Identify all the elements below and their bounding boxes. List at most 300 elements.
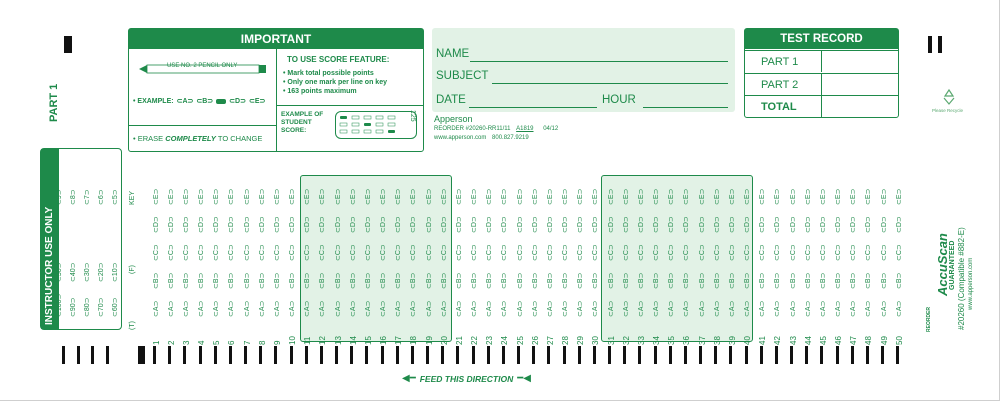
answer-bubble[interactable]: ⊂C⊃ — [228, 244, 235, 261]
answer-bubble[interactable]: ⊂C⊃ — [259, 244, 266, 261]
answer-bubble[interactable]: ⊂E⊃ — [835, 188, 842, 205]
question-number: 18 — [409, 336, 418, 345]
answer-bubble[interactable]: ⊂E⊃ — [638, 188, 645, 205]
instructor-bubble[interactable]: ⊂40⊃ — [70, 262, 77, 282]
answer-bubble[interactable]: ⊂E⊃ — [486, 188, 493, 205]
answer-bubble[interactable]: ⊂C⊃ — [850, 244, 857, 261]
answer-bubble[interactable]: ⊂E⊃ — [623, 188, 630, 205]
answer-bubble[interactable]: ⊂B⊃ — [456, 272, 463, 289]
answer-bubble[interactable]: ⊂E⊃ — [805, 188, 812, 205]
answer-bubble[interactable]: ⊂D⊃ — [835, 216, 842, 233]
answer-bubble[interactable]: ⊂E⊃ — [410, 188, 417, 205]
answer-bubble[interactable]: ⊂B⊃ — [850, 272, 857, 289]
answer-bubble[interactable]: ⊂A⊃ — [714, 300, 721, 317]
answer-bubble[interactable]: ⊂E⊃ — [865, 188, 872, 205]
answer-bubble[interactable]: ⊂C⊃ — [835, 244, 842, 261]
answer-bubble[interactable]: ⊂D⊃ — [547, 216, 554, 233]
answer-bubble[interactable]: ⊂A⊃ — [441, 300, 448, 317]
answer-bubble[interactable]: ⊂B⊃ — [365, 272, 372, 289]
answer-bubble[interactable]: ⊂C⊃ — [683, 244, 690, 261]
timing-mark — [91, 346, 94, 364]
answer-bubble[interactable]: ⊂A⊃ — [683, 300, 690, 317]
answer-bubble[interactable]: ⊂A⊃ — [850, 300, 857, 317]
answer-bubble[interactable]: ⊂D⊃ — [881, 216, 888, 233]
timing-mark — [305, 346, 308, 364]
answer-bubble[interactable]: ⊂D⊃ — [274, 216, 281, 233]
answer-bubble[interactable]: ⊂D⊃ — [168, 216, 175, 233]
answer-bubble[interactable]: ⊂B⊃ — [183, 272, 190, 289]
answer-bubble[interactable]: ⊂D⊃ — [653, 216, 660, 233]
answer-bubble[interactable]: ⊂D⊃ — [289, 216, 296, 233]
answer-bubble[interactable]: ⊂E⊃ — [714, 188, 721, 205]
answer-bubble[interactable]: ⊂E⊃ — [577, 188, 584, 205]
answer-bubble[interactable]: ⊂C⊃ — [714, 244, 721, 261]
answer-bubble[interactable]: ⊂B⊃ — [744, 272, 751, 289]
answer-bubble[interactable]: ⊂A⊃ — [335, 300, 342, 317]
answer-bubble[interactable]: ⊂C⊃ — [592, 244, 599, 261]
answer-bubble[interactable]: ⊂E⊃ — [183, 188, 190, 205]
answer-bubble[interactable]: ⊂E⊃ — [729, 188, 736, 205]
answer-bubble[interactable]: ⊂E⊃ — [319, 188, 326, 205]
answer-bubble[interactable]: ⊂C⊃ — [168, 244, 175, 261]
answer-bubble[interactable]: ⊂B⊃ — [244, 272, 251, 289]
answer-bubble[interactable]: ⊂C⊃ — [335, 244, 342, 261]
answer-bubble[interactable]: ⊂D⊃ — [623, 216, 630, 233]
answer-bubble[interactable]: ⊂B⊃ — [562, 272, 569, 289]
answer-bubble[interactable]: ⊂A⊃ — [699, 300, 706, 317]
answer-bubble[interactable]: ⊂E⊃ — [304, 188, 311, 205]
student-score-label: EXAMPLE OF STUDENT SCORE: — [281, 111, 324, 134]
answer-bubble[interactable]: ⊂D⊃ — [805, 216, 812, 233]
answer-bubble[interactable]: ⊂E⊃ — [699, 188, 706, 205]
answer-bubble[interactable]: ⊂B⊃ — [274, 272, 281, 289]
answer-bubble[interactable]: ⊂E⊃ — [820, 188, 827, 205]
answer-bubble[interactable]: ⊂C⊃ — [486, 244, 493, 261]
question-number: 19 — [425, 336, 434, 345]
answer-bubble[interactable]: ⊂A⊃ — [577, 300, 584, 317]
answer-bubble[interactable]: ⊂D⊃ — [198, 216, 205, 233]
answer-bubble[interactable]: ⊂A⊃ — [638, 300, 645, 317]
answer-bubble[interactable]: ⊂C⊃ — [790, 244, 797, 261]
answer-bubble[interactable]: ⊂A⊃ — [562, 300, 569, 317]
important-panel — [128, 28, 424, 152]
answer-bubble[interactable]: ⊂C⊃ — [774, 244, 781, 261]
answer-bubble[interactable]: ⊂E⊃ — [517, 188, 524, 205]
answer-bubble[interactable]: ⊂E⊃ — [850, 188, 857, 205]
answer-bubble[interactable]: ⊂A⊃ — [835, 300, 842, 317]
instructor-bubble[interactable]: ⊂70⊃ — [98, 297, 105, 317]
answer-bubble[interactable]: ⊂E⊃ — [441, 188, 448, 205]
answer-bubble[interactable]: ⊂B⊃ — [759, 272, 766, 289]
answer-bubble[interactable]: ⊂B⊃ — [714, 272, 721, 289]
answer-bubble[interactable]: ⊂A⊃ — [744, 300, 751, 317]
answer-bubble[interactable]: ⊂C⊃ — [668, 244, 675, 261]
answer-bubble[interactable]: ⊂D⊃ — [426, 216, 433, 233]
answer-bubble[interactable]: ⊂C⊃ — [274, 244, 281, 261]
instructor-bubble[interactable]: ⊂10⊃ — [112, 262, 119, 282]
question-number: 22 — [470, 336, 479, 345]
answer-bubble[interactable]: ⊂C⊃ — [638, 244, 645, 261]
answer-bubble[interactable]: ⊂D⊃ — [714, 216, 721, 233]
instructor-bubble[interactable]: ⊂8⊃ — [70, 189, 77, 205]
answer-bubble[interactable]: ⊂C⊃ — [350, 244, 357, 261]
answer-bubble[interactable]: ⊂D⊃ — [456, 216, 463, 233]
example-bubble-b: ⊂B⊃ — [196, 98, 214, 105]
answer-bubble[interactable]: ⊂B⊃ — [835, 272, 842, 289]
answer-bubble[interactable]: ⊂E⊃ — [744, 188, 751, 205]
answer-bubble[interactable]: ⊂C⊃ — [623, 244, 630, 261]
answer-bubble[interactable]: ⊂D⊃ — [410, 216, 417, 233]
answer-bubble[interactable]: ⊂A⊃ — [896, 300, 903, 317]
form-code: A1819 — [516, 126, 534, 132]
question-number: 3 — [182, 340, 191, 345]
instructor-bubble[interactable]: ⊂7⊃ — [84, 189, 91, 205]
answer-bubble[interactable]: ⊂A⊃ — [380, 300, 387, 317]
answer-bubble[interactable]: ⊂B⊃ — [395, 272, 402, 289]
answer-bubble[interactable]: ⊂D⊃ — [668, 216, 675, 233]
answer-bubble[interactable]: ⊂B⊃ — [547, 272, 554, 289]
answer-bubble[interactable]: ⊂D⊃ — [304, 216, 311, 233]
timing-mark — [214, 346, 217, 364]
answer-bubble[interactable]: ⊂B⊃ — [350, 272, 357, 289]
answer-bubble[interactable]: ⊂C⊃ — [865, 244, 872, 261]
answer-bubble[interactable]: ⊂C⊃ — [896, 244, 903, 261]
answer-bubble[interactable]: ⊂D⊃ — [729, 216, 736, 233]
answer-bubble[interactable]: ⊂A⊃ — [881, 300, 888, 317]
answer-bubble[interactable]: ⊂D⊃ — [395, 216, 402, 233]
answer-bubble[interactable]: ⊂E⊃ — [881, 188, 888, 205]
answer-bubble[interactable]: ⊂C⊃ — [729, 244, 736, 261]
answer-bubble[interactable]: ⊂D⊃ — [486, 216, 493, 233]
answer-bubble[interactable]: ⊂D⊃ — [896, 216, 903, 233]
answer-bubble[interactable]: ⊂A⊃ — [395, 300, 402, 317]
answer-bubble[interactable]: ⊂C⊃ — [395, 244, 402, 261]
answer-bubble[interactable]: ⊂E⊃ — [228, 188, 235, 205]
answer-bubble[interactable]: ⊂A⊃ — [592, 300, 599, 317]
instructor-bubble[interactable]: ⊂80⊃ — [84, 297, 91, 317]
answer-bubble[interactable]: ⊂E⊃ — [350, 188, 357, 205]
answer-bubble[interactable]: ⊂E⊃ — [380, 188, 387, 205]
answer-bubble[interactable]: ⊂A⊃ — [244, 300, 251, 317]
answer-bubble[interactable]: ⊂E⊃ — [592, 188, 599, 205]
answer-bubble[interactable]: ⊂E⊃ — [259, 188, 266, 205]
answer-bubble[interactable]: ⊂B⊃ — [213, 272, 220, 289]
answer-bubble[interactable]: ⊂D⊃ — [562, 216, 569, 233]
answer-bubble[interactable]: ⊂A⊃ — [274, 300, 281, 317]
answer-bubble[interactable]: ⊂D⊃ — [259, 216, 266, 233]
answer-bubble[interactable]: ⊂A⊃ — [653, 300, 660, 317]
answer-bubble[interactable]: ⊂C⊃ — [577, 244, 584, 261]
answer-bubble[interactable]: ⊂C⊃ — [198, 244, 205, 261]
answer-bubble[interactable]: ⊂D⊃ — [790, 216, 797, 233]
answer-bubble[interactable]: ⊂B⊃ — [790, 272, 797, 289]
answer-bubble[interactable]: ⊂B⊃ — [426, 272, 433, 289]
answer-bubble[interactable]: ⊂C⊃ — [213, 244, 220, 261]
answer-bubble[interactable]: ⊂A⊃ — [168, 300, 175, 317]
answer-bubble[interactable]: ⊂C⊃ — [608, 244, 615, 261]
answer-bubble[interactable]: ⊂B⊃ — [820, 272, 827, 289]
answer-bubble[interactable]: ⊂E⊃ — [759, 188, 766, 205]
answer-bubble[interactable]: ⊂A⊃ — [259, 300, 266, 317]
answer-bubble[interactable]: ⊂E⊃ — [608, 188, 615, 205]
answer-bubble[interactable]: ⊂A⊃ — [486, 300, 493, 317]
answer-bubble[interactable]: ⊂D⊃ — [319, 216, 326, 233]
answer-bubble[interactable]: ⊂C⊃ — [699, 244, 706, 261]
answer-bubble[interactable]: ⊂D⊃ — [592, 216, 599, 233]
answer-bubble[interactable]: ⊂C⊃ — [501, 244, 508, 261]
answer-bubble[interactable]: ⊂A⊃ — [547, 300, 554, 317]
answer-bubble[interactable]: ⊂E⊃ — [471, 188, 478, 205]
answer-bubble[interactable]: ⊂D⊃ — [380, 216, 387, 233]
question-number: 2 — [167, 340, 176, 345]
question-number: 36 — [682, 336, 691, 345]
answer-bubble[interactable]: ⊂D⊃ — [153, 216, 160, 233]
answer-bubble[interactable]: ⊂E⊃ — [153, 188, 160, 205]
answer-bubble[interactable]: ⊂D⊃ — [471, 216, 478, 233]
answer-bubble[interactable]: ⊂B⊃ — [608, 272, 615, 289]
answer-bubble[interactable]: ⊂B⊃ — [683, 272, 690, 289]
answer-bubble[interactable]: ⊂E⊃ — [289, 188, 296, 205]
answer-bubble[interactable]: ⊂C⊃ — [410, 244, 417, 261]
answer-bubble[interactable]: ⊂B⊃ — [896, 272, 903, 289]
answer-bubble[interactable]: ⊂B⊃ — [638, 272, 645, 289]
answer-bubble[interactable]: ⊂A⊃ — [820, 300, 827, 317]
answer-bubble[interactable]: ⊂D⊃ — [441, 216, 448, 233]
answer-bubble[interactable]: ⊂C⊃ — [547, 244, 554, 261]
answer-bubble[interactable]: ⊂A⊃ — [774, 300, 781, 317]
question-number: 43 — [789, 336, 798, 345]
answer-bubble[interactable]: ⊂D⊃ — [820, 216, 827, 233]
answer-bubble[interactable]: ⊂B⊃ — [380, 272, 387, 289]
answer-bubble[interactable]: ⊂D⊃ — [501, 216, 508, 233]
answer-bubble[interactable]: ⊂C⊃ — [653, 244, 660, 261]
answer-bubble[interactable]: ⊂A⊃ — [289, 300, 296, 317]
erase-prefix: • ERASE — [133, 134, 166, 143]
answer-bubble[interactable]: ⊂B⊃ — [532, 272, 539, 289]
answer-bubble[interactable]: ⊂A⊃ — [471, 300, 478, 317]
answer-bubble[interactable]: ⊂E⊃ — [244, 188, 251, 205]
answer-bubble[interactable]: ⊂D⊃ — [699, 216, 706, 233]
answer-bubble[interactable]: ⊂C⊃ — [532, 244, 539, 261]
answer-bubble[interactable]: ⊂A⊃ — [350, 300, 357, 317]
answer-bubble[interactable]: ⊂A⊃ — [198, 300, 205, 317]
answer-bubble[interactable]: ⊂E⊃ — [365, 188, 372, 205]
answer-bubble[interactable]: ⊂A⊃ — [213, 300, 220, 317]
answer-bubble[interactable]: ⊂E⊃ — [426, 188, 433, 205]
answer-bubble[interactable]: ⊂C⊃ — [426, 244, 433, 261]
answer-bubble[interactable]: ⊂C⊃ — [881, 244, 888, 261]
answer-bubble[interactable]: ⊂B⊃ — [653, 272, 660, 289]
answer-bubble[interactable]: ⊂C⊃ — [471, 244, 478, 261]
answer-bubble[interactable]: ⊂B⊃ — [153, 272, 160, 289]
answer-bubble[interactable]: ⊂C⊃ — [517, 244, 524, 261]
row-label: PART 2 — [761, 79, 799, 91]
answer-bubble[interactable]: ⊂A⊃ — [517, 300, 524, 317]
name-label: NAME — [436, 48, 470, 60]
answer-bubble[interactable]: ⊂D⊃ — [350, 216, 357, 233]
question-number: 47 — [849, 336, 858, 345]
answer-bubble[interactable]: ⊂B⊃ — [486, 272, 493, 289]
instructor-bubble[interactable]: ⊂20⊃ — [98, 262, 105, 282]
answer-bubble[interactable]: ⊂B⊃ — [623, 272, 630, 289]
answer-bubble[interactable]: ⊂A⊃ — [153, 300, 160, 317]
answer-bubble[interactable]: ⊂B⊃ — [335, 272, 342, 289]
answer-bubble[interactable]: ⊂D⊃ — [335, 216, 342, 233]
answer-bubble[interactable]: ⊂C⊃ — [244, 244, 251, 261]
answer-bubble[interactable]: ⊂B⊃ — [699, 272, 706, 289]
answer-bubble[interactable]: ⊂C⊃ — [183, 244, 190, 261]
answer-bubble[interactable]: ⊂A⊃ — [608, 300, 615, 317]
answer-bubble[interactable]: ⊂C⊃ — [456, 244, 463, 261]
question-number: 39 — [728, 336, 737, 345]
answer-bubble[interactable]: ⊂E⊃ — [896, 188, 903, 205]
instructor-bubble[interactable]: ⊂30⊃ — [84, 262, 91, 282]
answer-bubble[interactable]: ⊂C⊃ — [304, 244, 311, 261]
timing-mark — [638, 346, 641, 364]
answer-bubble[interactable]: ⊂D⊃ — [532, 216, 539, 233]
date-code: 04/12 — [543, 126, 559, 132]
answer-bubble[interactable]: ⊂E⊃ — [562, 188, 569, 205]
answer-bubble[interactable]: ⊂C⊃ — [365, 244, 372, 261]
answer-bubble[interactable]: ⊂A⊃ — [365, 300, 372, 317]
answer-bubble[interactable]: ⊂A⊃ — [456, 300, 463, 317]
answer-bubble[interactable]: ⊂E⊃ — [168, 188, 175, 205]
answer-bubble[interactable]: ⊂C⊃ — [562, 244, 569, 261]
answer-bubble[interactable]: ⊂A⊃ — [410, 300, 417, 317]
answer-bubble[interactable]: ⊂A⊃ — [501, 300, 508, 317]
answer-bubble[interactable]: ⊂C⊃ — [759, 244, 766, 261]
answer-bubble[interactable]: ⊂A⊃ — [304, 300, 311, 317]
answer-bubble[interactable]: ⊂A⊃ — [865, 300, 872, 317]
answer-bubble[interactable]: ⊂C⊃ — [744, 244, 751, 261]
timing-mark — [790, 346, 793, 364]
answer-bubble[interactable]: ⊂A⊃ — [532, 300, 539, 317]
timing-mark — [851, 346, 854, 364]
answer-bubble[interactable]: ⊂A⊃ — [183, 300, 190, 317]
score-item: • Mark total possible points — [283, 70, 374, 77]
answer-bubble[interactable]: ⊂C⊃ — [153, 244, 160, 261]
answer-bubble[interactable]: ⊂A⊃ — [790, 300, 797, 317]
answer-bubble[interactable]: ⊂C⊃ — [380, 244, 387, 261]
timing-mark — [259, 346, 262, 364]
answer-bubble[interactable]: ⊂A⊃ — [668, 300, 675, 317]
answer-bubble[interactable]: ⊂B⊃ — [501, 272, 508, 289]
answer-bubble[interactable]: ⊂D⊃ — [183, 216, 190, 233]
instructor-bubble[interactable]: ⊂100⊃ — [56, 293, 63, 317]
answer-bubble[interactable]: ⊂B⊃ — [410, 272, 417, 289]
erase-instruction — [133, 134, 262, 143]
answer-bubble[interactable]: ⊂D⊃ — [759, 216, 766, 233]
question-number: 31 — [607, 336, 616, 345]
answer-bubble[interactable]: ⊂E⊃ — [790, 188, 797, 205]
answer-bubble[interactable]: ⊂A⊃ — [729, 300, 736, 317]
answer-bubble[interactable]: ⊂B⊃ — [289, 272, 296, 289]
answer-bubble[interactable]: ⊂B⊃ — [805, 272, 812, 289]
answer-bubble[interactable]: ⊂B⊃ — [168, 272, 175, 289]
answer-bubble[interactable]: ⊂D⊃ — [608, 216, 615, 233]
instructor-bubble[interactable]: ⊂6⊃ — [98, 189, 105, 205]
answer-bubble[interactable]: ⊂D⊃ — [365, 216, 372, 233]
question-number: 42 — [773, 336, 782, 345]
answer-bubble[interactable]: ⊂E⊃ — [653, 188, 660, 205]
answer-bubble[interactable]: ⊂A⊃ — [426, 300, 433, 317]
answer-bubble[interactable]: ⊂C⊃ — [289, 244, 296, 261]
brand-name: Apperson — [434, 114, 473, 124]
answer-bubble[interactable]: ⊂B⊃ — [228, 272, 235, 289]
answer-bubble[interactable]: ⊂A⊃ — [623, 300, 630, 317]
answer-bubble[interactable]: ⊂B⊃ — [865, 272, 872, 289]
answer-bubble[interactable]: ⊂A⊃ — [805, 300, 812, 317]
answer-bubble[interactable]: ⊂E⊃ — [532, 188, 539, 205]
instructor-bubble[interactable]: ⊂5⊃ — [112, 189, 119, 205]
question-number: 45 — [819, 336, 828, 345]
answer-bubble[interactable]: ⊂D⊃ — [517, 216, 524, 233]
timing-mark — [805, 346, 808, 364]
answer-bubble[interactable]: ⊂B⊃ — [774, 272, 781, 289]
answer-bubble[interactable]: ⊂B⊃ — [881, 272, 888, 289]
answer-bubble[interactable]: ⊂E⊃ — [456, 188, 463, 205]
answer-bubble[interactable]: ⊂D⊃ — [683, 216, 690, 233]
answer-bubble[interactable]: ⊂C⊃ — [805, 244, 812, 261]
question-number: 7 — [243, 340, 252, 345]
answer-bubble[interactable]: ⊂E⊃ — [335, 188, 342, 205]
answer-bubble[interactable]: ⊂B⊃ — [517, 272, 524, 289]
answer-bubble[interactable]: ⊂E⊃ — [198, 188, 205, 205]
answer-bubble[interactable]: ⊂D⊃ — [577, 216, 584, 233]
answer-bubble[interactable]: ⊂A⊃ — [319, 300, 326, 317]
score-item: • Only one mark per line on key — [283, 79, 387, 86]
answer-bubble[interactable]: ⊂B⊃ — [259, 272, 266, 289]
answer-bubble[interactable]: ⊂C⊃ — [820, 244, 827, 261]
answer-bubble[interactable]: ⊂D⊃ — [213, 216, 220, 233]
answer-bubble[interactable]: ⊂E⊃ — [274, 188, 281, 205]
instructor-bubble[interactable]: ⊂50⊃ — [56, 262, 63, 282]
answer-bubble[interactable]: ⊂D⊃ — [865, 216, 872, 233]
instructor-bubble[interactable]: ⊂9⊃ — [56, 189, 63, 205]
answer-bubble[interactable]: ⊂D⊃ — [228, 216, 235, 233]
answer-bubble[interactable]: ⊂B⊃ — [577, 272, 584, 289]
answer-bubble[interactable]: ⊂D⊃ — [244, 216, 251, 233]
answer-bubble[interactable]: ⊂B⊃ — [198, 272, 205, 289]
answer-bubble[interactable]: ⊂E⊃ — [774, 188, 781, 205]
answer-bubble[interactable]: ⊂D⊃ — [774, 216, 781, 233]
answer-bubble[interactable]: ⊂D⊃ — [638, 216, 645, 233]
answer-bubble[interactable]: ⊂D⊃ — [850, 216, 857, 233]
answer-bubble[interactable]: ⊂E⊃ — [668, 188, 675, 205]
timing-mark — [654, 346, 657, 364]
answer-bubble[interactable]: ⊂B⊃ — [304, 272, 311, 289]
instructor-bubble[interactable]: ⊂90⊃ — [70, 297, 77, 317]
answer-bubble[interactable]: ⊂B⊃ — [592, 272, 599, 289]
answer-bubble[interactable]: ⊂B⊃ — [668, 272, 675, 289]
answer-bubble[interactable]: ⊂D⊃ — [744, 216, 751, 233]
answer-bubble[interactable]: ⊂E⊃ — [683, 188, 690, 205]
answer-bubble[interactable]: ⊂B⊃ — [319, 272, 326, 289]
answer-bubble[interactable]: ⊂E⊃ — [547, 188, 554, 205]
answer-bubble[interactable]: ⊂E⊃ — [501, 188, 508, 205]
answer-bubble[interactable]: ⊂A⊃ — [759, 300, 766, 317]
answer-bubble[interactable]: ⊂E⊃ — [395, 188, 402, 205]
answer-bubble[interactable]: ⊂B⊃ — [441, 272, 448, 289]
answer-bubble[interactable]: ⊂E⊃ — [213, 188, 220, 205]
answer-bubble[interactable]: ⊂C⊃ — [441, 244, 448, 261]
timing-mark — [578, 346, 581, 364]
answer-bubble[interactable]: ⊂C⊃ — [319, 244, 326, 261]
answer-bubble[interactable]: ⊂B⊃ — [471, 272, 478, 289]
answer-bubble[interactable]: ⊂B⊃ — [729, 272, 736, 289]
instructor-bubble[interactable]: ⊂60⊃ — [112, 297, 119, 317]
answer-bubble[interactable]: ⊂A⊃ — [228, 300, 235, 317]
